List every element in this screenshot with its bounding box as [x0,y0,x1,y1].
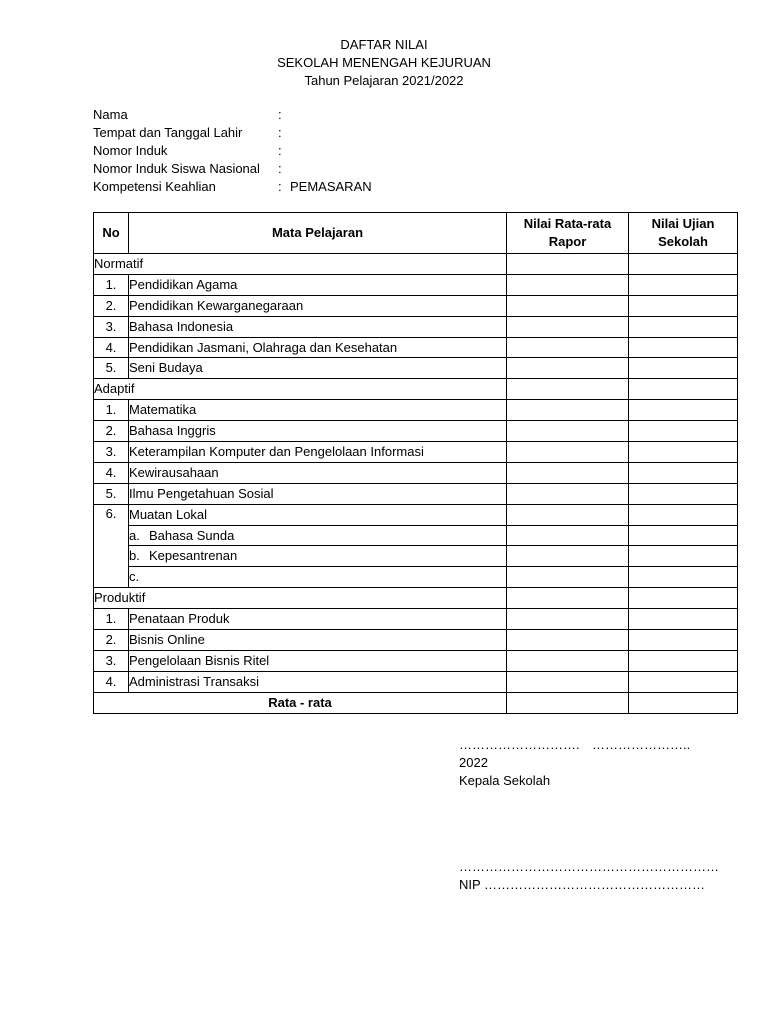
school-name: SEKOLAH MENENGAH KEJURUAN [277,55,491,70]
ujian-cell [629,671,738,692]
subject-name: Ilmu Pengetahuan Sosial [129,483,507,504]
table-row [94,358,738,379]
subject-name: Bahasa Indonesia [129,316,507,337]
rapor-cell [507,337,629,358]
info-label: Nomor Induk [93,143,168,158]
sub-subject [129,546,507,567]
row-number: 4. [94,337,129,358]
ujian-cell [629,692,738,713]
average-row [94,692,738,713]
sub-letter: a. [129,527,140,543]
rapor-cell [507,400,629,421]
sub-letter: c. [129,569,140,585]
table-row [94,546,738,567]
row-number: 5. [94,358,129,379]
rapor-cell [507,546,629,567]
table-row [94,650,738,671]
ujian-cell [629,400,738,421]
row-number: 4. [94,462,129,483]
ujian-cell [629,504,738,525]
sub-subject-name: Bahasa Sunda [149,527,235,543]
signature-year: 2022 [459,755,488,770]
header-no: No [94,213,129,254]
table-row [94,337,738,358]
header-ujian: Nilai Ujian Sekolah [629,213,738,254]
rapor-cell [507,588,629,609]
grades-table [93,212,738,714]
rapor-cell [507,671,629,692]
signature-role: Kepala Sekolah [459,773,551,788]
info-label: Kompetensi Keahlian [93,179,216,194]
header-rapor: Nilai Rata-rata Rapor [507,213,629,254]
subject-name: Bahasa Inggris [129,421,507,442]
table-row [94,525,738,546]
ujian-cell [629,609,738,630]
ujian-cell [629,254,738,275]
ujian-cell [629,462,738,483]
signature-name-line: …………………………………………………… [459,859,719,874]
rapor-cell [507,504,629,525]
category-row-produktif [94,588,738,609]
info-colon: : [278,107,282,122]
sub-letter: b. [129,548,140,564]
sub-subject [129,567,507,588]
subject-name: Pendidikan Jasmani, Olahraga dan Kesehatan [129,337,507,358]
rapor-cell [507,379,629,400]
table-row [94,483,738,504]
rapor-cell [507,254,629,275]
table-row [94,400,738,421]
subject-name: Pendidikan Kewarganegaraan [129,295,507,316]
subject-name: Pengelolaan Bisnis Ritel [129,650,507,671]
row-number: 2. [94,295,129,316]
table-header-row [94,213,738,254]
row-number: 3. [94,316,129,337]
average-label: Rata - rata [94,692,507,713]
row-number: 2. [94,421,129,442]
ujian-cell [629,442,738,463]
ujian-cell [629,546,738,567]
ujian-cell [629,630,738,651]
rapor-cell [507,295,629,316]
ujian-cell [629,379,738,400]
ujian-cell [629,274,738,295]
rapor-cell [507,421,629,442]
signature-nip-line: NIP …………………………………………… [459,877,706,892]
subject-name: Bisnis Online [129,630,507,651]
rapor-cell [507,525,629,546]
subject-name: Muatan Lokal [129,504,507,525]
table-row [94,316,738,337]
rapor-cell [507,316,629,337]
subject-name: Administrasi Transaksi [129,671,507,692]
table-row [94,630,738,651]
signature-block [459,736,691,790]
row-number: 4. [94,671,129,692]
academic-year: Tahun Pelajaran 2021/2022 [304,73,464,88]
date-dots: ………………….. [592,737,691,752]
row-number: 1. [94,400,129,421]
table-row [94,462,738,483]
rapor-cell [507,274,629,295]
rapor-cell [507,483,629,504]
sub-subject-name: Kepesantrenan [149,548,238,564]
ujian-cell [629,483,738,504]
rapor-cell [507,630,629,651]
table-row [94,421,738,442]
ujian-cell [629,588,738,609]
place-dots: ………………………. [459,737,580,752]
table-row [94,295,738,316]
subject-name: Kewirausahaan [129,462,507,483]
rapor-cell [507,442,629,463]
ujian-cell [629,337,738,358]
rapor-cell [507,609,629,630]
ujian-cell [629,525,738,546]
row-number: 3. [94,650,129,671]
row-number: 6. [94,504,129,588]
info-colon: : [278,161,282,176]
rapor-cell [507,567,629,588]
row-number: 5. [94,483,129,504]
info-colon: : [278,125,282,140]
subject-name: Penataan Produk [129,609,507,630]
info-colon: : [278,143,282,158]
info-value: PEMASARAN [290,179,372,194]
table-row [94,274,738,295]
row-number: 2. [94,630,129,651]
document-title: DAFTAR NILAI [340,37,428,52]
table-row [94,567,738,588]
category-row-adaptif [94,379,738,400]
sub-subject [129,525,507,546]
ujian-cell [629,421,738,442]
subject-name: Pendidikan Agama [129,274,507,295]
place-date-line [459,736,691,754]
header-subject: Mata Pelajaran [129,213,507,254]
row-number: 3. [94,442,129,463]
table-row [94,442,738,463]
table-row [94,671,738,692]
category-label: Produktif [94,588,507,609]
rapor-cell [507,462,629,483]
subject-name: Keterampilan Komputer dan Pengelolaan Informasi [129,442,507,463]
row-number: 1. [94,274,129,295]
ujian-cell [629,295,738,316]
ujian-cell [629,316,738,337]
info-label: Nomor Induk Siswa Nasional [93,161,260,176]
table-row [94,609,738,630]
subject-name: Seni Budaya [129,358,507,379]
rapor-cell [507,358,629,379]
category-row-normatif [94,254,738,275]
info-label: Nama [93,107,128,122]
category-label: Adaptif [94,379,507,400]
row-number: 1. [94,609,129,630]
subject-name: Matematika [129,400,507,421]
ujian-cell [629,650,738,671]
rapor-cell [507,650,629,671]
ujian-cell [629,358,738,379]
ujian-cell [629,567,738,588]
table-row [94,504,738,525]
rapor-cell [507,692,629,713]
info-label: Tempat dan Tanggal Lahir [93,125,243,140]
category-label: Normatif [94,254,507,275]
info-colon: : [278,179,282,194]
document-header [0,36,768,90]
